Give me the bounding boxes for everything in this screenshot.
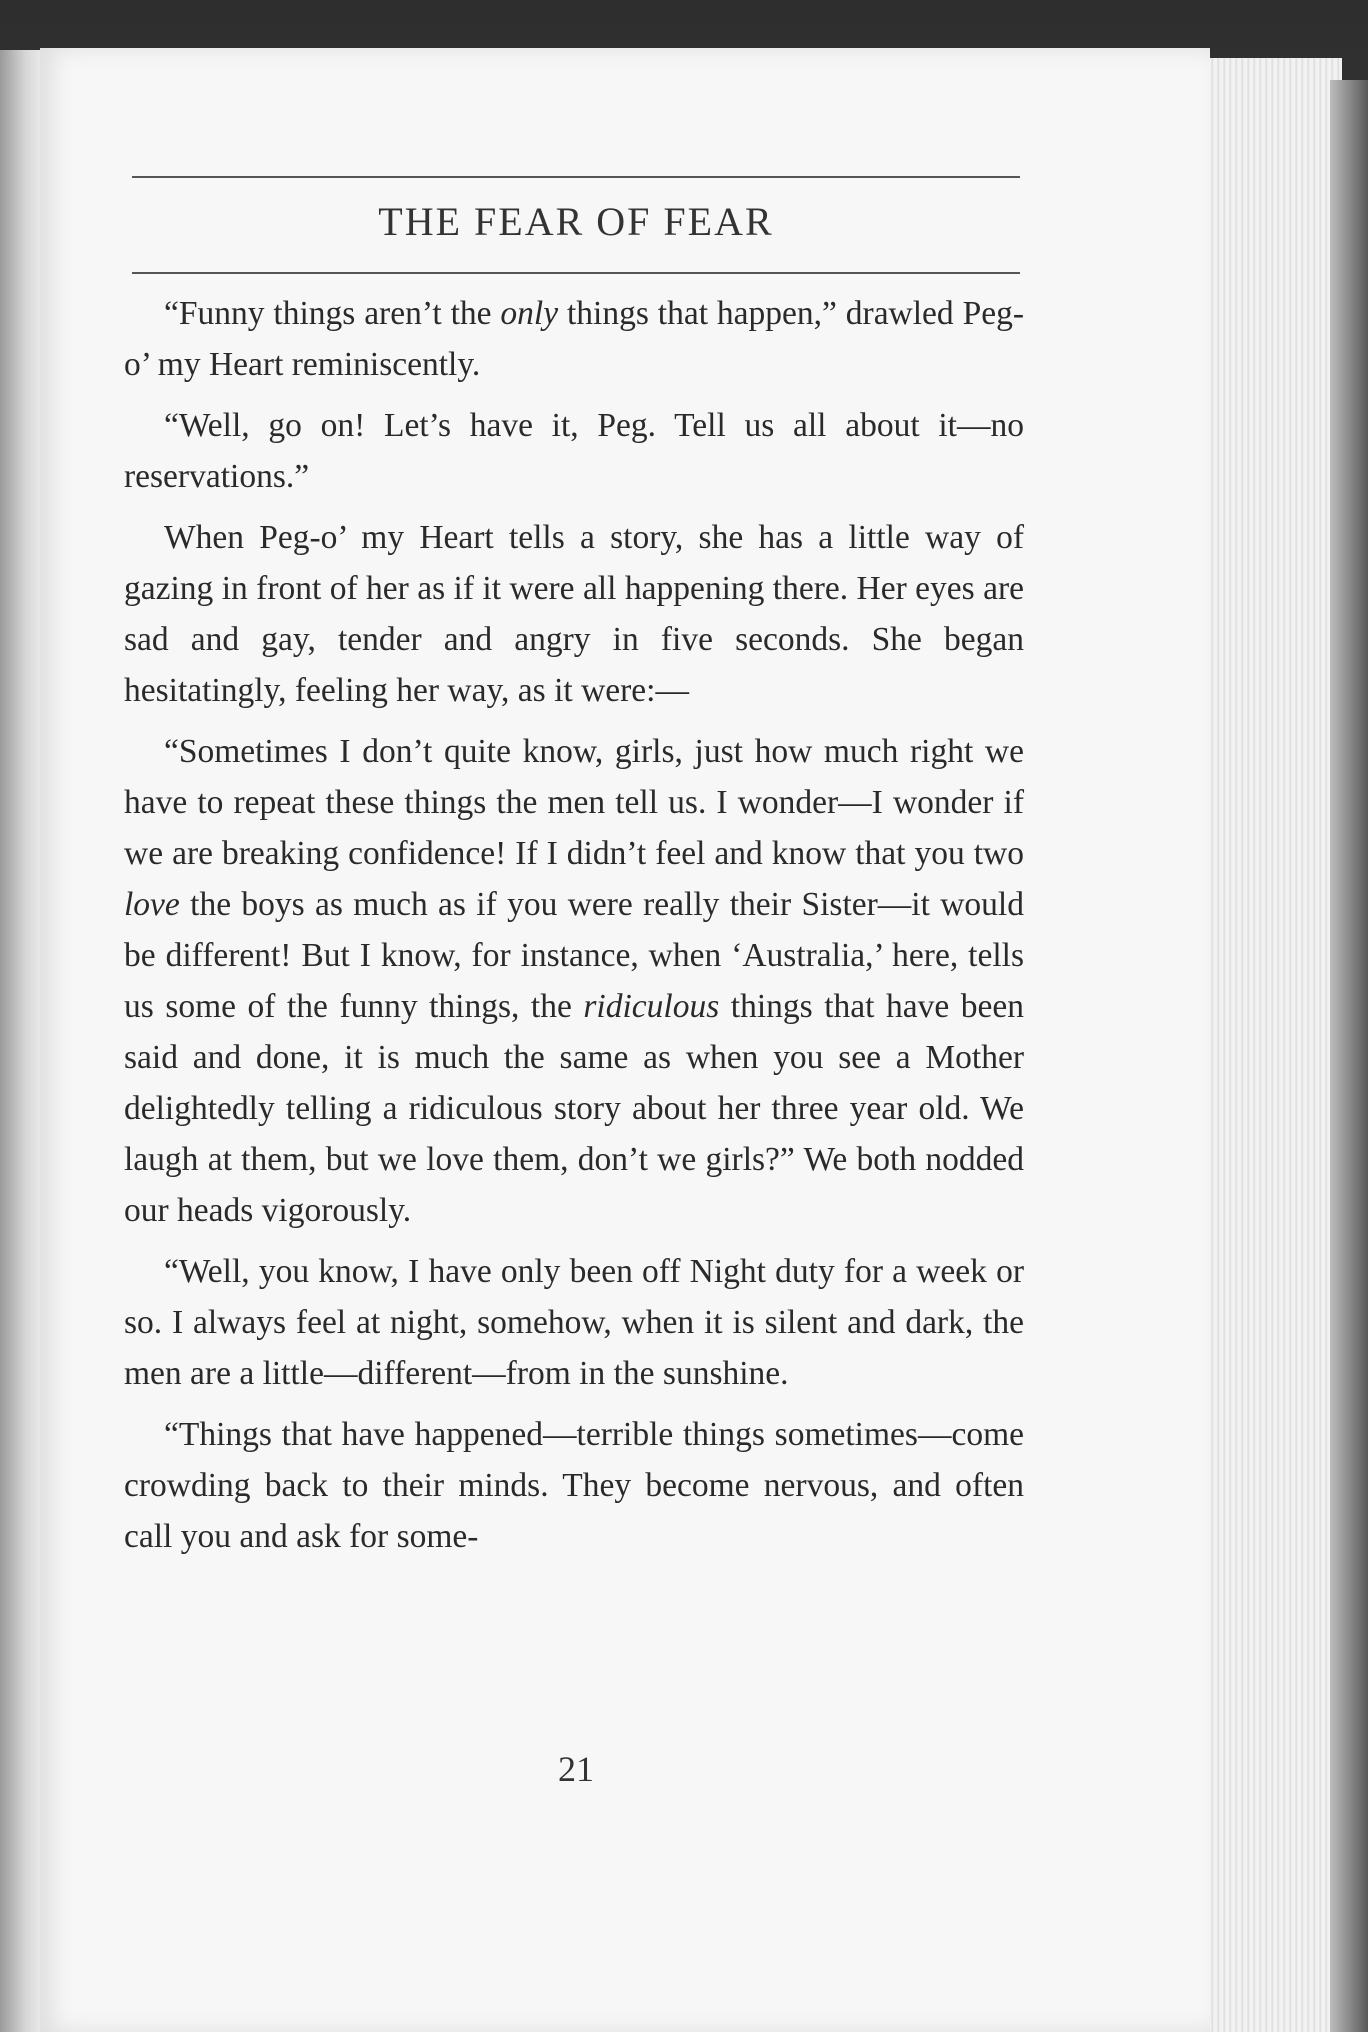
paragraph bbox=[124, 1409, 1024, 1562]
header-rule-top bbox=[132, 176, 1020, 178]
header-rule-bottom bbox=[132, 272, 1020, 274]
text-run: “Funny things aren’t the bbox=[164, 295, 501, 332]
italic-text: love bbox=[124, 886, 180, 923]
paragraph bbox=[124, 726, 1024, 1236]
text-run: “Sometimes I don’t quite know, girls, just how much right we have to repeat these things the men tell us. I wonder—I wonder if we are breaking confidence! If I didn’t feel and know that you two bbox=[124, 733, 1024, 872]
text-run: things that have been said and done, it is much the same as when you see a Mother delightedly telling a ridiculous story about her three year old. We laugh at them, but we love them, don’t we girls?” We both nodded our heads vigorously. bbox=[124, 988, 1024, 1229]
text-run: “Things that have happened—terrible things sometimes—come crowding back to their minds. They become nervous, and often call you and ask for some- bbox=[124, 1416, 1024, 1555]
text-run: things that happen,” drawled Peg-o’ my Heart reminiscently. bbox=[124, 295, 1024, 383]
paragraph bbox=[124, 288, 1024, 390]
paragraph bbox=[124, 1246, 1024, 1399]
italic-text: ridiculous bbox=[583, 988, 720, 1025]
text-run: When Peg-o’ my Heart tells a story, she has a little way of gazing in front of her as if it were all happening there. Her eyes are sad and gay, tender and angry in five seconds. She began hesitatingly, feeling her way, as it were:— bbox=[124, 519, 1024, 709]
text-run: “Well, go on! Let’s have it, Peg. Tell us all about it—no reservations.” bbox=[124, 407, 1024, 495]
page-number: 21 bbox=[558, 1749, 594, 1789]
italic-text: only bbox=[500, 295, 559, 332]
body-text bbox=[124, 288, 1024, 1572]
page-edges bbox=[1200, 58, 1342, 2032]
paragraph bbox=[124, 512, 1024, 716]
paragraph bbox=[124, 400, 1024, 502]
book-page bbox=[40, 48, 1210, 2032]
text-run: the boys as much as if you were really their Sister—it would be different! But I know, for instance, when ‘Australia,’ here, tells us some of the funny things, the bbox=[124, 886, 1024, 1025]
book-edge-shadow bbox=[1330, 80, 1368, 2032]
running-head: THE FEAR OF FEAR bbox=[378, 199, 774, 244]
text-run: “Well, you know, I have only been off Night duty for a week or so. I always feel at night, somehow, when it is silent and dark, the men are a little—different—from in the sunshine. bbox=[124, 1253, 1024, 1392]
